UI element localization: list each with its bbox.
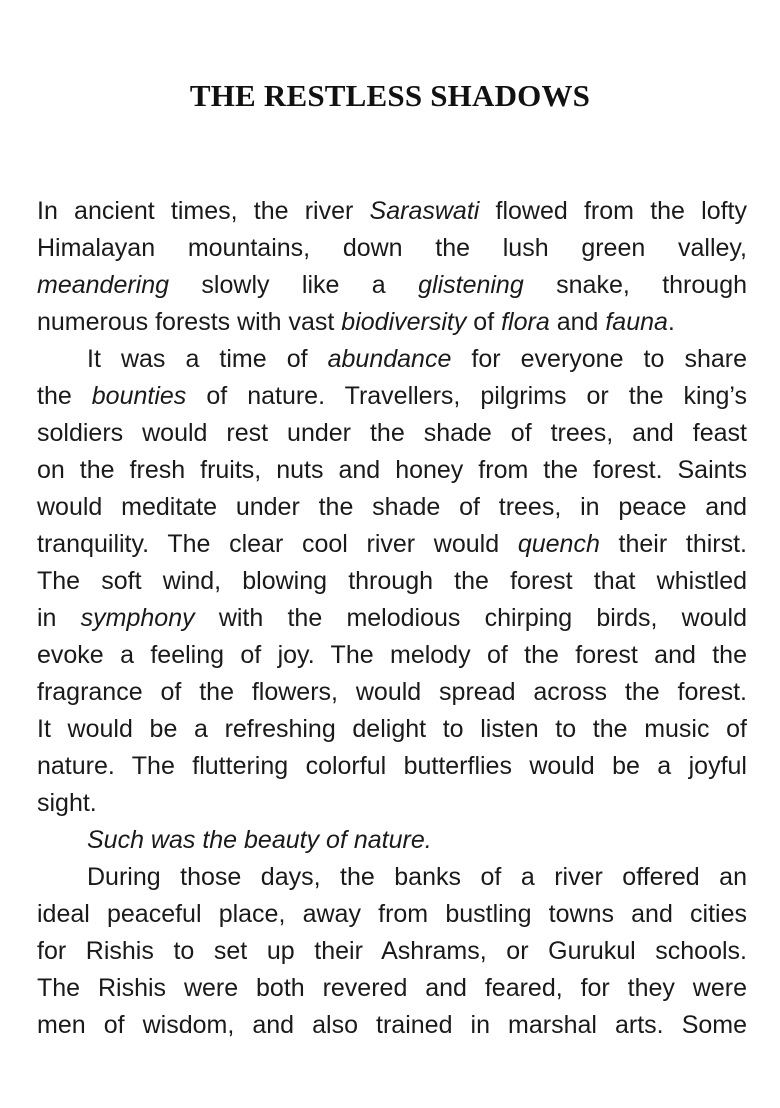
text-segment: would meditate under the shade of trees, in peace and (37, 493, 747, 521)
text-segment: sight. (37, 789, 97, 817)
text-segment: of nature. Travellers, pilgrims or the king’s (186, 382, 747, 410)
text-line (37, 637, 747, 674)
text-line (37, 452, 747, 489)
text-segment: flowed from the lofty (479, 197, 748, 225)
text-line (37, 489, 747, 526)
text-segment: with the melodious chirping birds, would (194, 604, 748, 632)
text-segment: on the fresh fruits, nuts and honey from the forest. Saints (37, 456, 747, 484)
text-segment: ideal peaceful place, away from bustling towns and cities (37, 900, 747, 928)
text-segment: The soft wind, blowing through the forest that whistled (37, 567, 747, 595)
text-line (37, 748, 747, 785)
text-segment: It would be a refreshing delight to listen to the music of (37, 715, 747, 743)
italic-text-segment: quench (517, 530, 600, 558)
italic-text-segment: abundance (327, 345, 452, 373)
text-segment: fragrance of the flowers, would spread across the forest. (37, 678, 747, 706)
chapter-title: THE RESTLESS SHADOWS (189, 78, 591, 113)
text-segment: soldiers would rest under the shade of trees, and feast (37, 419, 747, 447)
italic-text-segment: Such was the beauty of nature. (87, 826, 432, 854)
text-line (37, 526, 747, 563)
text-segment: tranquility. The clear cool river would (37, 530, 518, 558)
text-line (37, 711, 747, 748)
text-segment: During those days, the banks of a river offered an (87, 863, 747, 891)
text-line (37, 193, 747, 230)
text-line (37, 859, 747, 896)
italic-text-segment: bounties (91, 382, 187, 410)
text-line (37, 674, 747, 711)
text-segment: in (37, 604, 81, 632)
text-line (37, 304, 747, 341)
text-segment: their thirst. (599, 530, 747, 558)
text-line (37, 600, 747, 637)
text-segment: The Rishis were both revered and feared, for they were (37, 974, 747, 1002)
text-segment: evoke a feeling of joy. The melody of the forest and the (37, 641, 747, 669)
text-segment: numerous forests with vast (37, 308, 342, 336)
text-line (37, 1007, 747, 1044)
italic-text-segment: glistening (418, 271, 524, 299)
text-line (37, 415, 747, 452)
italic-text-segment: symphony (80, 604, 195, 632)
italic-text-segment: biodiversity (341, 308, 467, 336)
text-line (37, 822, 747, 859)
text-line (37, 341, 747, 378)
text-segment: for everyone to share (451, 345, 747, 373)
text-segment: slowly like a (169, 271, 419, 299)
text-line (37, 563, 747, 600)
text-segment: the (37, 382, 92, 410)
text-segment: snake, through (523, 271, 747, 299)
text-line (37, 970, 747, 1007)
italic-text-segment: meandering (37, 271, 170, 299)
text-segment: Himalayan mountains, down the lush green valley, (37, 234, 747, 262)
chapter-body (37, 193, 747, 1044)
italic-text-segment: fauna (605, 308, 668, 336)
text-line (37, 230, 747, 267)
text-line (37, 896, 747, 933)
text-segment: nature. The fluttering colorful butterflies would be a joyful (37, 752, 747, 780)
text-segment: of (466, 308, 502, 336)
text-segment: In ancient times, the river (37, 197, 370, 225)
italic-text-segment: Saraswati (369, 197, 480, 225)
text-segment: for Rishis to set up their Ashrams, or Gurukul schools. (37, 937, 747, 965)
text-line (37, 933, 747, 970)
text-line (37, 785, 747, 822)
text-line (37, 378, 747, 415)
text-segment: men of wisdom, and also trained in marshal arts. Some (37, 1011, 747, 1039)
text-segment: and (549, 308, 606, 336)
text-segment: It was a time of (87, 345, 328, 373)
text-line (37, 267, 747, 304)
text-segment: . (667, 308, 675, 336)
italic-text-segment: flora (501, 308, 550, 336)
